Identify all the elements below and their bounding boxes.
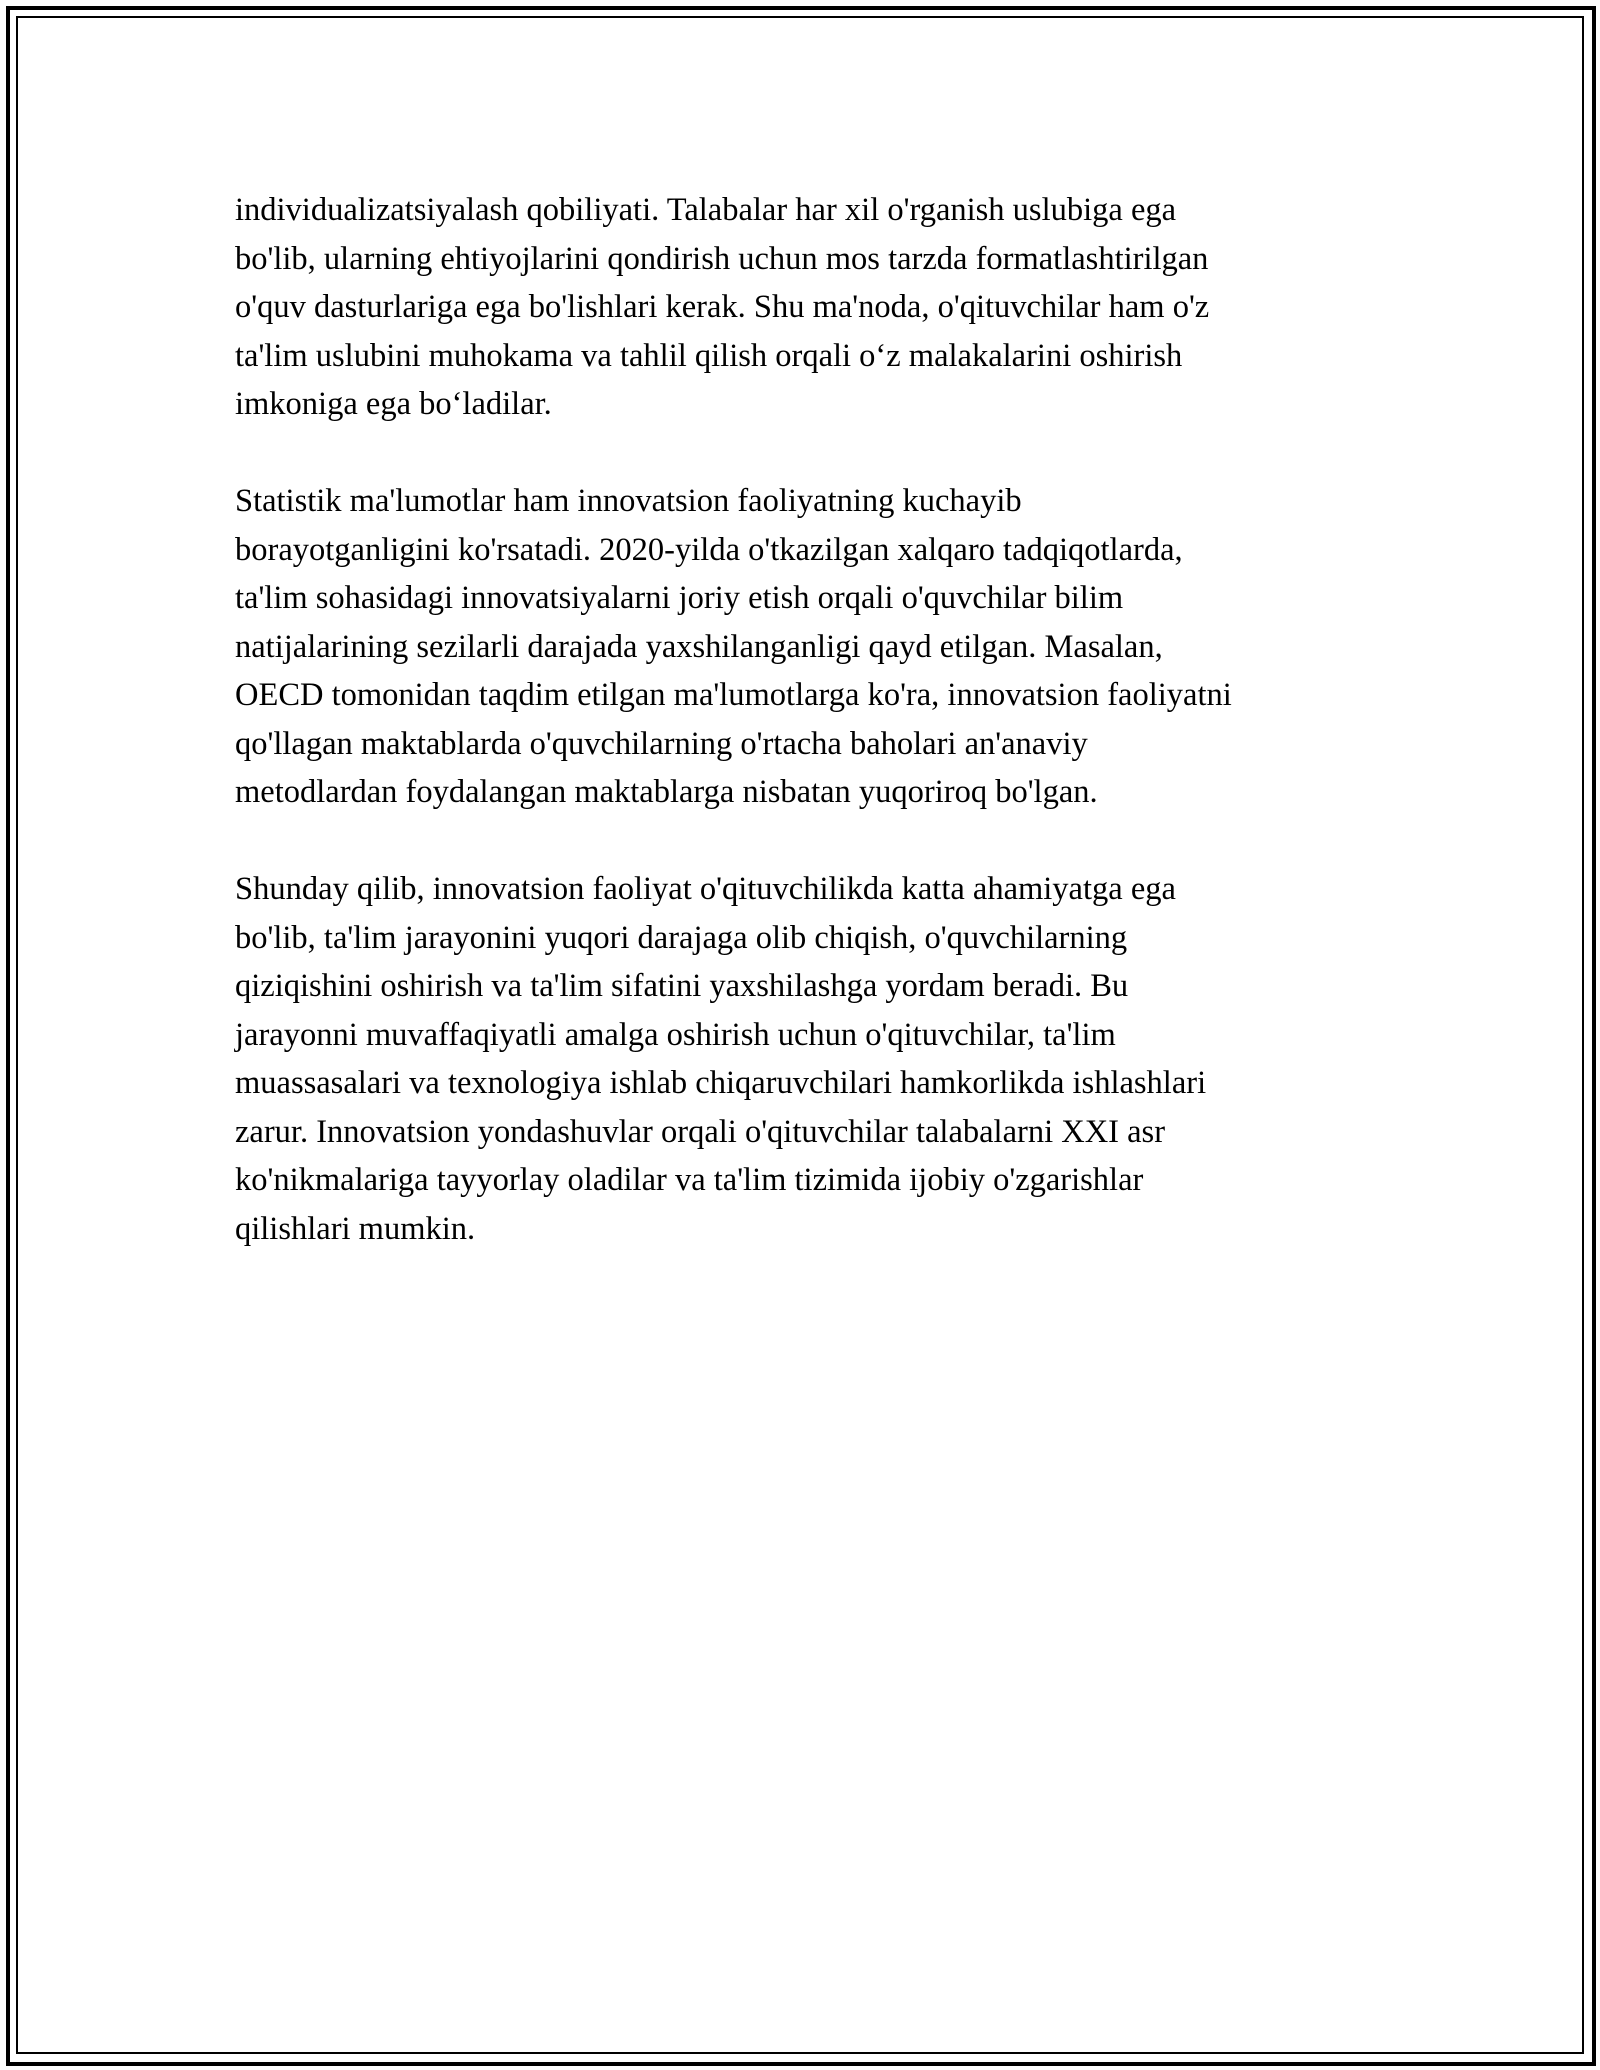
paragraph-conclusion: Shunday qilib, innovatsion faoliyat o'qituvchilikda katta ahamiyatga ega bo'lib, ta'lim jarayonini yuqori darajaga olib chiqish, o'quvchilarning qiziqishini oshirish va ta'lim sifatini yaxshilashga yordam beradi. Bu jarayonni muvaffaqiyatli amalga oshirish uchun o'qituvchilar, ta'lim muassasalari va texnologiya ishlab chiqaruvchilari hamkorlikda ishlashlari zarur. Innovatsion yondashuvlar orqali o'qituvchilar talabalarni XXI asr ko'nikmalariga tayyorlay oladilar va ta'lim tizimida ijobiy o'zgarishlar qilishlari mumkin. xyxy=(235,871,1207,1247)
paragraph-individualization: individualizatsiyalash qobiliyati. Talabalar har xil o'rganish uslubiga ega bo'lib, ularning ehtiyojlarini qondirish uchun mos tarzda formatlashtirilgan o'quv dasturlariga ega bo'lishlari kerak. Shu ma'noda, o'qituvchilar ham o'z ta'lim uslubini muhokama va tahlil qilish orqali o‘z malakalarini oshirish imkoniga ega bo‘ladilar. xyxy=(235,192,1210,422)
paragraph-statistics: Statistik ma'lumotlar ham innovatsion faoliyatning kuchayib borayotganligini ko'rsatadi. 2020-yilda o'tkazilgan xalqaro tadqiqotlarda, ta'lim sohasidagi innovatsiyalarni joriy etish orqali o'quvchilar bilim natijalarining sezilarli darajada yaxshilanganligi qayd etilgan. Masalan, OECD tomonidan taqdim etilgan ma'lumotlarga ko'ra, innovatsion faoliyatni qo'llagan maktablarda o'quvchilarning o'rtacha baholari an'anaviy metodlardan foydalangan maktablarga nisbatan yuqoriroq bo'lgan. xyxy=(235,483,1232,810)
document-body xyxy=(235,186,1375,1302)
